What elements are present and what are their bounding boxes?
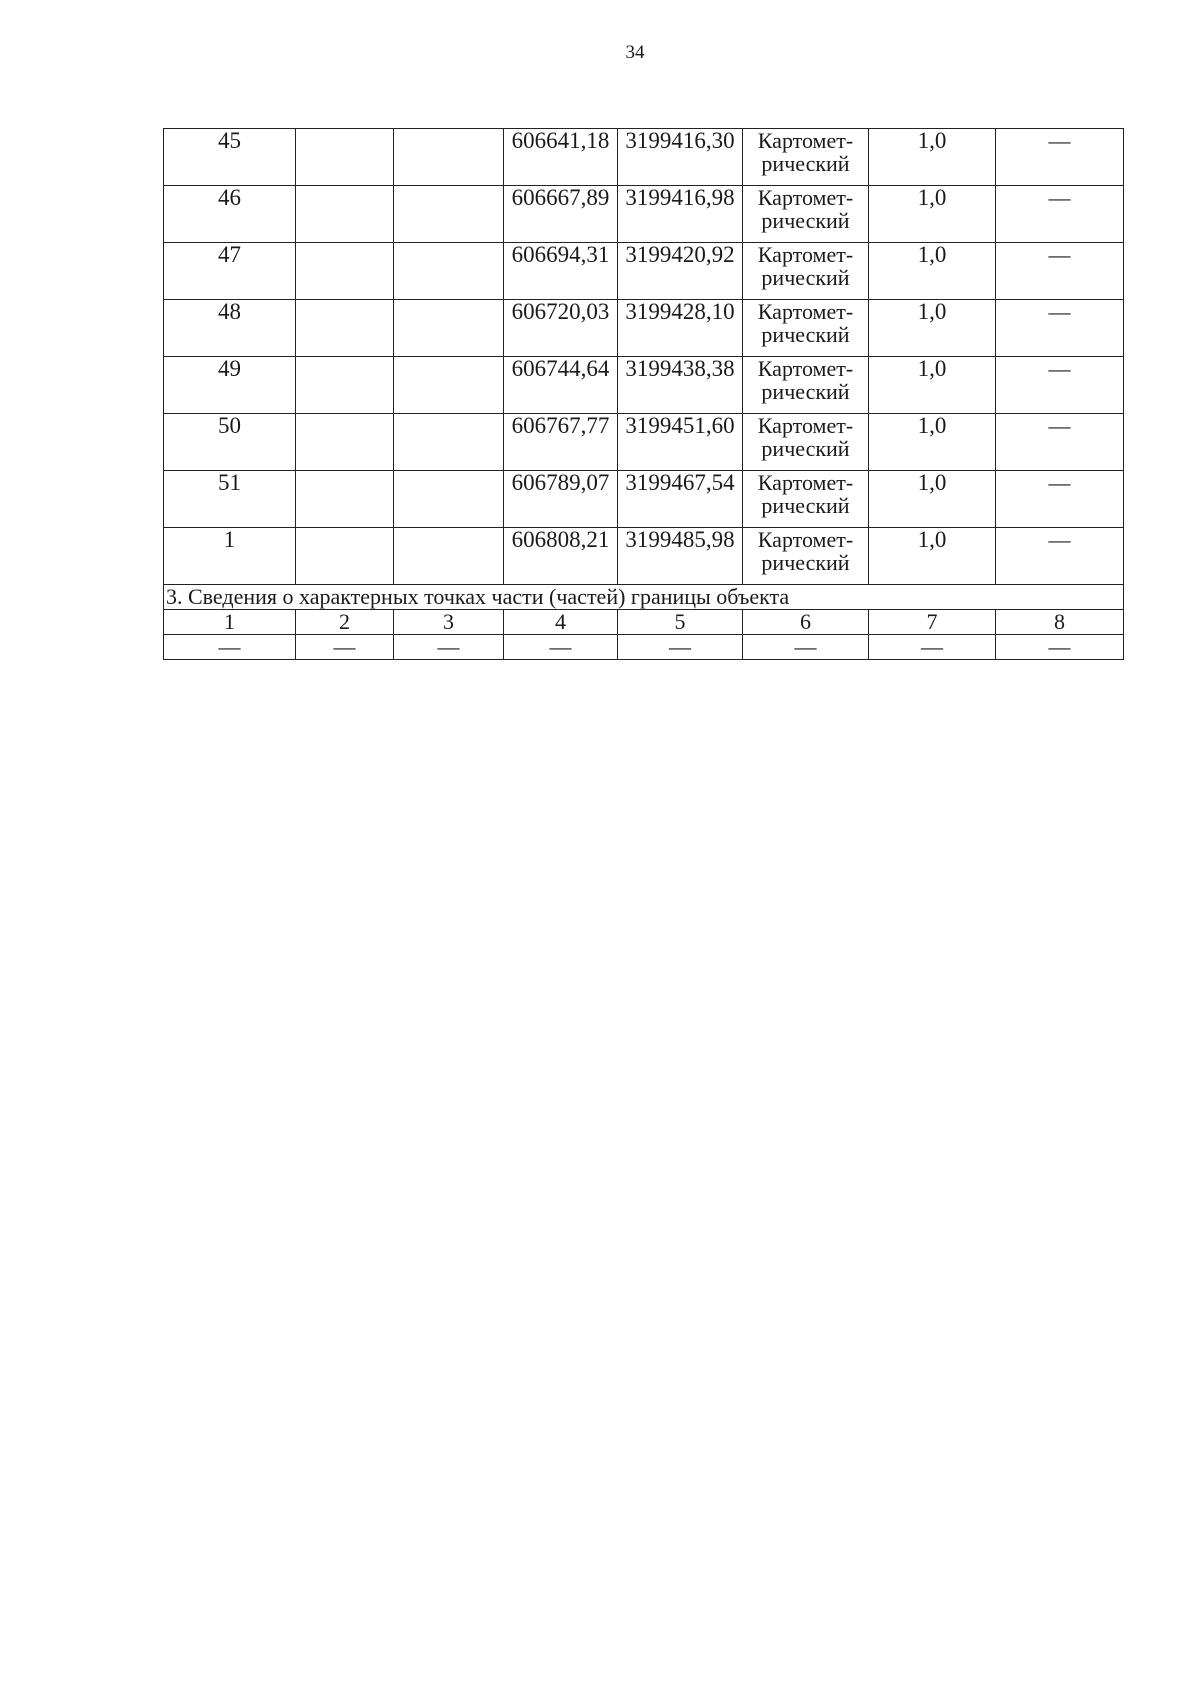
x-coordinate-cell: 606641,18 <box>504 129 618 186</box>
x-coordinate-cell: 606808,21 <box>504 528 618 585</box>
empty-cell: — <box>394 635 504 660</box>
point-number-cell: 47 <box>164 243 296 300</box>
precision-cell: 1,0 <box>869 300 996 357</box>
empty-cell <box>296 243 394 300</box>
y-coordinate-cell: 3199416,98 <box>618 186 743 243</box>
y-coordinate-cell: 3199420,92 <box>618 243 743 300</box>
dash-cell: — <box>996 243 1124 300</box>
empty-cell: — <box>296 635 394 660</box>
method-line-2: рический <box>761 265 850 291</box>
precision-cell: 1,0 <box>869 414 996 471</box>
dash-cell: — <box>996 414 1124 471</box>
point-number-cell: 49 <box>164 357 296 414</box>
empty-cell <box>394 129 504 186</box>
method-cell <box>743 414 869 471</box>
method-cell <box>743 528 869 585</box>
y-coordinate-cell: 3199438,38 <box>618 357 743 414</box>
dash-cell: — <box>996 300 1124 357</box>
table-row <box>164 357 1124 414</box>
x-coordinate-cell: 606744,64 <box>504 357 618 414</box>
x-coordinate-cell: 606767,77 <box>504 414 618 471</box>
header-cell: 5 <box>618 610 743 635</box>
empty-cell <box>296 528 394 585</box>
method-cell <box>743 243 869 300</box>
x-coordinate-cell: 606667,89 <box>504 186 618 243</box>
empty-cell <box>394 186 504 243</box>
x-coordinate-cell: 606720,03 <box>504 300 618 357</box>
y-coordinate-cell: 3199451,60 <box>618 414 743 471</box>
method-line-1: Картомет- <box>757 242 854 267</box>
dash-cell: — <box>996 129 1124 186</box>
method-line-2: рический <box>761 493 850 519</box>
section-3-header-row <box>164 610 1124 635</box>
point-number-cell: 1 <box>164 528 296 585</box>
empty-cell <box>296 300 394 357</box>
point-number-cell: 50 <box>164 414 296 471</box>
empty-cell <box>296 414 394 471</box>
empty-cell <box>394 471 504 528</box>
point-number-cell: 51 <box>164 471 296 528</box>
table-row <box>164 243 1124 300</box>
dash-cell: — <box>996 471 1124 528</box>
method-line-1: Картомет- <box>757 185 854 210</box>
y-coordinate-cell: 3199467,54 <box>618 471 743 528</box>
header-cell: 8 <box>996 610 1124 635</box>
method-cell <box>743 357 869 414</box>
method-line-1: Картомет- <box>757 356 854 381</box>
empty-cell: — <box>504 635 618 660</box>
page-number: 34 <box>625 42 645 63</box>
header-cell: 3 <box>394 610 504 635</box>
precision-cell: 1,0 <box>869 357 996 414</box>
header-cell: 2 <box>296 610 394 635</box>
method-cell <box>743 300 869 357</box>
table-row <box>164 471 1124 528</box>
header-cell: 7 <box>869 610 996 635</box>
empty-cell <box>296 357 394 414</box>
dash-cell: — <box>996 528 1124 585</box>
table-row <box>164 300 1124 357</box>
header-cell: 4 <box>504 610 618 635</box>
method-line-1: Картомет- <box>757 470 854 495</box>
empty-cell: — <box>996 635 1124 660</box>
point-number-cell: 46 <box>164 186 296 243</box>
empty-cell: — <box>618 635 743 660</box>
empty-cell <box>296 186 394 243</box>
x-coordinate-cell: 606694,31 <box>504 243 618 300</box>
section-3-title-row <box>164 585 1124 610</box>
precision-cell: 1,0 <box>869 243 996 300</box>
method-line-2: рический <box>761 322 850 348</box>
section-3-title: 3. Сведения о характерных точках части (частей) границы объекта <box>164 585 1124 610</box>
y-coordinate-cell: 3199428,10 <box>618 300 743 357</box>
empty-cell: — <box>869 635 996 660</box>
y-coordinate-cell: 3199485,98 <box>618 528 743 585</box>
precision-cell: 1,0 <box>869 186 996 243</box>
empty-cell: — <box>164 635 296 660</box>
method-cell <box>743 129 869 186</box>
method-line-2: рический <box>761 208 850 234</box>
empty-cell <box>394 357 504 414</box>
points-table-body <box>164 129 1124 585</box>
header-cell: 6 <box>743 610 869 635</box>
y-coordinate-cell: 3199416,30 <box>618 129 743 186</box>
method-line-1: Картомет- <box>757 128 854 153</box>
dash-cell: — <box>996 357 1124 414</box>
empty-cell: — <box>743 635 869 660</box>
header-cell: 1 <box>164 610 296 635</box>
method-line-1: Картомет- <box>757 299 854 324</box>
method-line-2: рический <box>761 550 850 576</box>
empty-cell <box>296 129 394 186</box>
point-number-cell: 48 <box>164 300 296 357</box>
table-row <box>164 129 1124 186</box>
dash-cell: — <box>996 186 1124 243</box>
point-number-cell: 45 <box>164 129 296 186</box>
empty-cell <box>394 528 504 585</box>
table-row <box>164 186 1124 243</box>
method-cell <box>743 471 869 528</box>
method-cell <box>743 186 869 243</box>
empty-cell <box>394 300 504 357</box>
empty-cell <box>296 471 394 528</box>
x-coordinate-cell: 606789,07 <box>504 471 618 528</box>
method-line-1: Картомет- <box>757 413 854 438</box>
method-line-2: рический <box>761 151 850 177</box>
precision-cell: 1,0 <box>869 129 996 186</box>
section-3 <box>164 585 1124 660</box>
table-row <box>164 528 1124 585</box>
section-3-empty-row <box>164 635 1124 660</box>
method-line-2: рический <box>761 379 850 405</box>
precision-cell: 1,0 <box>869 471 996 528</box>
method-line-2: рический <box>761 436 850 462</box>
precision-cell: 1,0 <box>869 528 996 585</box>
table-row <box>164 414 1124 471</box>
method-line-1: Картомет- <box>757 527 854 552</box>
boundary-points-table <box>163 128 1124 660</box>
empty-cell <box>394 414 504 471</box>
empty-cell <box>394 243 504 300</box>
